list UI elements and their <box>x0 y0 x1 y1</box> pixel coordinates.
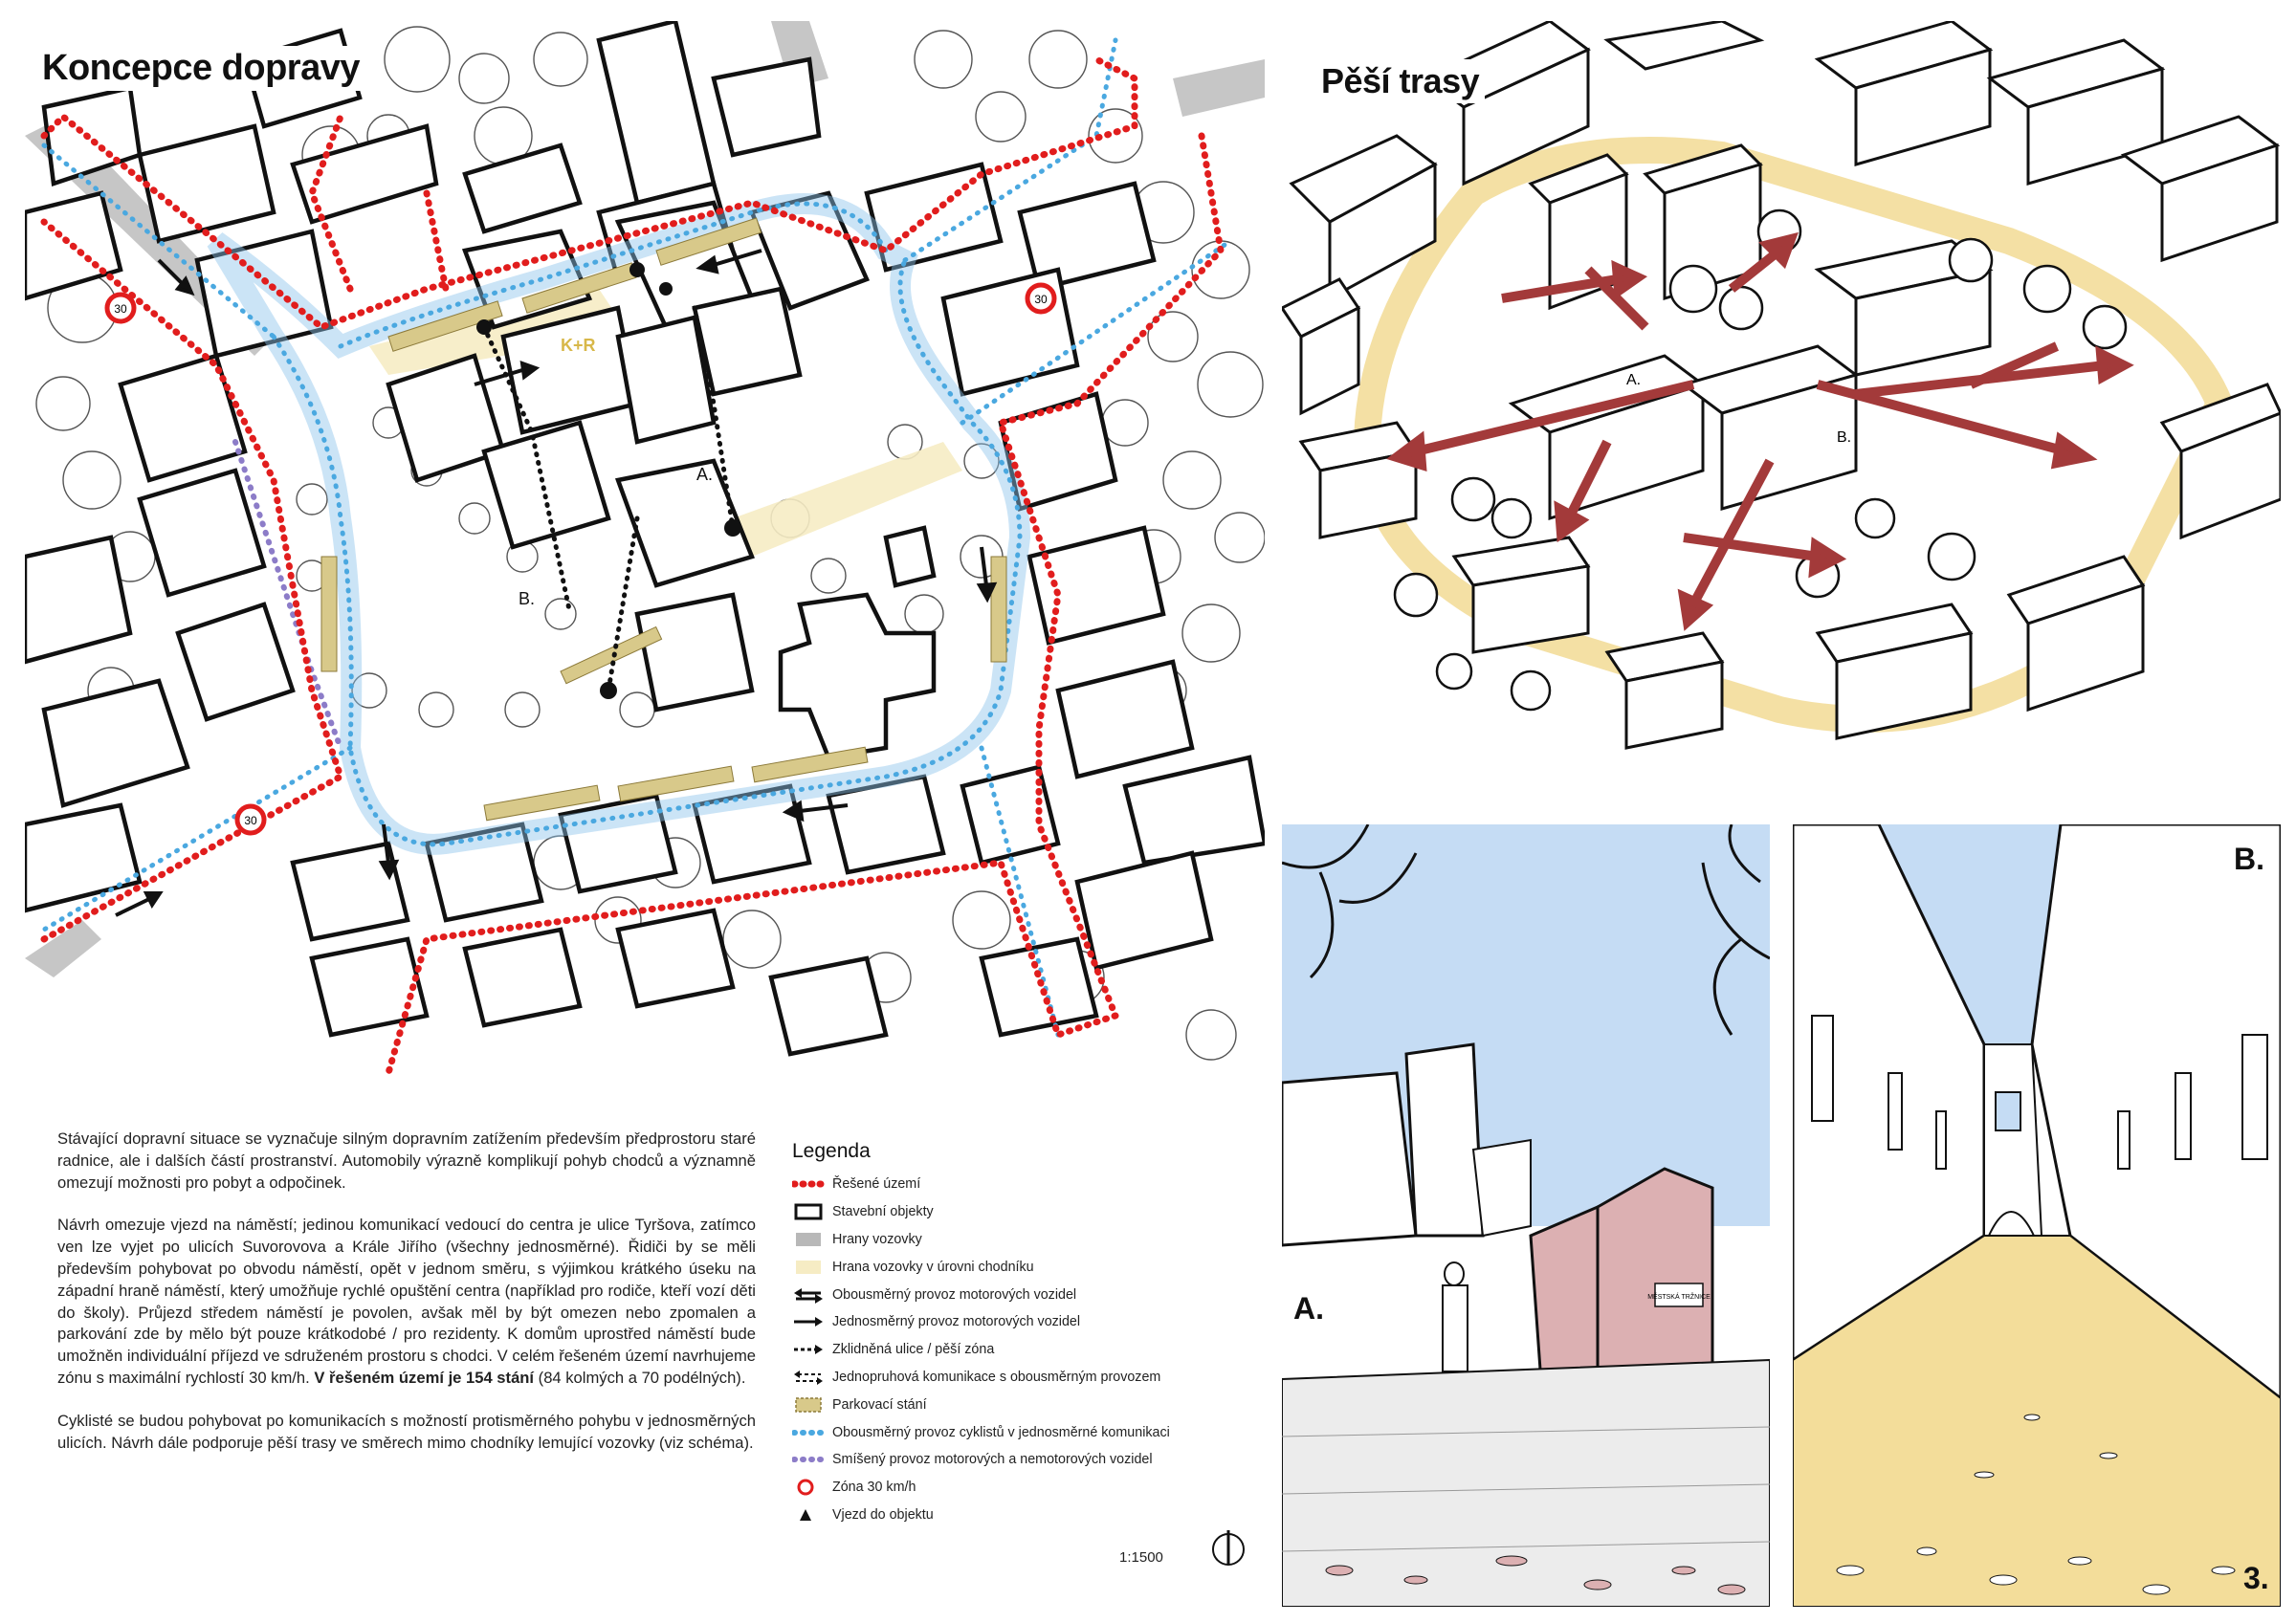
speed-sign-3 <box>237 806 264 833</box>
triangle-icon <box>792 1506 825 1524</box>
legend-item <box>792 1171 1232 1198</box>
legend <box>792 1140 1232 1528</box>
legend-item <box>792 1336 1232 1364</box>
description-p1: Stávající dopravní situace se vyznačuje silným dopravním zatížením především předprostoru staré radnice, ale i dalších částí prostranství. Automobily výrazně komplikují pohyb chodců a významně omezují možnosti pro pobyt a odpočinek. <box>57 1130 756 1192</box>
legend-label: Vjezd do objektu <box>832 1506 934 1523</box>
blue-dots-icon <box>792 1424 825 1441</box>
legend-label: Parkovací stání <box>832 1396 927 1413</box>
legend-label: Smíšený provoz motorových a nemotorových vozidel <box>832 1452 1153 1468</box>
view-b-svg <box>1793 824 2281 1607</box>
description-p2 <box>57 1215 756 1389</box>
legend-item <box>792 1253 1232 1281</box>
legend-item <box>792 1198 1232 1226</box>
shop-sign: MĚSTSKÁ TRŽNICE <box>1647 1294 1711 1301</box>
arrow-icon <box>792 1313 825 1330</box>
map-label-a: A. <box>696 465 714 484</box>
street-view-b <box>1793 824 2281 1607</box>
axon-buildings <box>1282 21 2281 748</box>
legend-item <box>792 1308 1232 1336</box>
building-outline-icon <box>792 1203 825 1220</box>
legend-title: Legenda <box>792 1140 871 1162</box>
legend-item <box>792 1281 1232 1308</box>
legend-item <box>792 1446 1232 1474</box>
axon-title: Pěší trasy <box>1315 59 1485 103</box>
svg-text:30: 30 <box>114 302 127 316</box>
tower <box>1406 1044 1483 1236</box>
svg-text:30: 30 <box>244 814 257 827</box>
view-b-label: B. <box>2234 842 2264 876</box>
speed-sign-1 <box>107 295 134 321</box>
purple-dots-icon <box>792 1451 825 1468</box>
speed-sign-2 <box>1027 285 1054 312</box>
grey-box-icon <box>792 1231 825 1248</box>
legend-label: Řešené území <box>832 1176 921 1193</box>
legend-label: Zóna 30 km/h <box>832 1480 916 1496</box>
legend-item <box>792 1474 1232 1502</box>
description-p3: Cyklisté se budou pohybovat po komunikacích s možností protisměrného pohybu v jednosměrných ulicích. Návrh dále podporuje pěší trasy ve směrech mimo chodníky lemující vozovky (viz schéma). <box>57 1411 756 1452</box>
legend-label: Obousměrný provoz cyklistů v jednosměrné komunikaci <box>832 1424 1170 1440</box>
map-svg <box>25 21 1265 1090</box>
legend-item <box>792 1391 1232 1418</box>
axon-svg <box>1282 21 2281 805</box>
legend-label: Stavební objekty <box>832 1204 934 1220</box>
ring-road-cycle <box>216 204 1020 844</box>
gate-tower <box>1984 1044 2042 1236</box>
svg-text:30: 30 <box>1034 293 1048 306</box>
north-arrow-icon <box>1211 1526 1246 1570</box>
legend-label: Hrana vozovky v úrovni chodníku <box>832 1259 1034 1275</box>
map-title: Koncepce dopravy <box>36 46 365 91</box>
pedestrian-routes-axonometric <box>1282 21 2281 805</box>
legend-label: Zklidněná ulice / pěší zóna <box>832 1342 995 1358</box>
street-view-a <box>1282 824 1770 1607</box>
legend-label: Jednosměrný provoz motorových vozidel <box>832 1314 1081 1330</box>
scale-label: 1:1500 <box>1119 1549 1163 1566</box>
legend-label: Jednopruhová komunikace s obousměrným provozem <box>832 1369 1161 1385</box>
view-a-svg <box>1282 824 1770 1607</box>
legend-label: Obousměrný provoz motorových vozidel <box>832 1286 1077 1303</box>
dash-arrow-icon <box>792 1341 825 1358</box>
transport-concept-map <box>25 21 1265 1090</box>
legend-item <box>792 1364 1232 1392</box>
kr-label: K+R <box>561 336 596 355</box>
buildings <box>25 21 1265 1054</box>
legend-item <box>792 1502 1232 1529</box>
view-a-label: A. <box>1293 1291 1324 1326</box>
description-p2-text: Návrh omezuje vjezd na náměstí; jedinou komunikací vedoucí do centra je ulice Tyršova, zatímco ven lze vyjet po ulicích Suvorovova a Krále Jiřího (všechny jednosměrné). Řidiči by se měli především pohybovat po obvodu náměstí, opět v jednom směru, s výjimkou krátkého úseku na západní hraně náměstí, který umožňuje rychlé opuštění centra (například pro rodiče, kteří vozí děti do školy). Průjezd středem náměstí je povolen, avšak měl by být omezen nebo zpomalen a parkování zde by mělo být pouze krátkodobé / pro rezidenty. K domům uprostřed náměstí bude umožněn individuální příjezd ve sdruženém prostoru s chodci. V celém řešeném území navrhujeme zónu s maximální rychlostí 30 km/h. <box>57 1216 756 1387</box>
legend-label: Hrany vozovky <box>832 1231 922 1247</box>
pedestrians <box>1443 1262 1468 1371</box>
parking-icon <box>792 1396 825 1414</box>
speed-sign-icon <box>792 1479 825 1496</box>
description <box>57 1129 756 1475</box>
view-3-label: 3. <box>2243 1561 2269 1595</box>
legend-item <box>792 1418 1232 1446</box>
legend-item <box>792 1226 1232 1254</box>
red-dots-icon <box>792 1175 825 1193</box>
map-label-b: B. <box>519 589 536 608</box>
dashed-double-arrow-icon <box>792 1369 825 1386</box>
cream-box-icon <box>792 1259 825 1276</box>
axon-label-a: A. <box>1626 372 1642 388</box>
description-parking-count: V řešeném území je 154 stání <box>314 1368 535 1387</box>
double-arrow-icon <box>792 1286 825 1304</box>
description-p2-tail: (84 kolmých a 70 podélných). <box>538 1368 746 1387</box>
axon-label-b: B. <box>1837 429 1852 446</box>
